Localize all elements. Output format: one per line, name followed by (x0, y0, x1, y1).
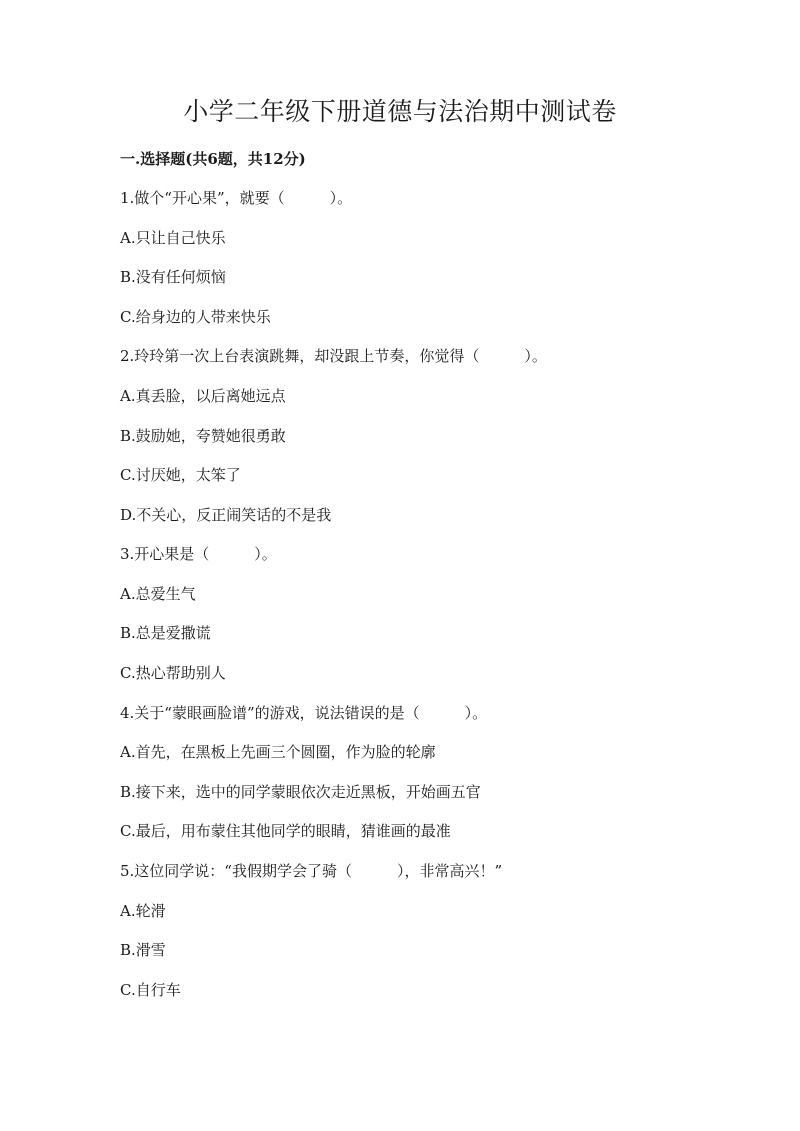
question-4-option-b: B.接下来，选中的同学蒙眼依次走近黑板，开始画五官 (120, 783, 481, 801)
question-1-stem: 1.做个“开心果”，就要（ ）。 (120, 189, 353, 207)
question-3-option-a: A.总爱生气 (120, 585, 196, 603)
question-2-option-b: B.鼓励她，夸赞她很勇敢 (120, 427, 286, 445)
question-5-option-c: C.自行车 (120, 981, 181, 999)
question-5-option-b: B.滑雪 (120, 941, 166, 959)
section-heading: 一.选择题(共6题，共12分) (120, 150, 306, 168)
question-2-stem: 2.玲玲第一次上台表演跳舞，却没跟上节奏，你觉得（ ）。 (120, 347, 547, 365)
question-2-option-d: D.不关心，反正闹笑话的不是我 (120, 506, 332, 524)
question-3-option-c: C.热心帮助别人 (120, 664, 226, 682)
question-3-stem: 3.开心果是（ ）。 (120, 545, 277, 563)
question-2-option-a: A.真丢脸，以后离她远点 (120, 387, 286, 405)
question-1-option-a: A.只让自己快乐 (120, 229, 226, 247)
question-5-option-a: A.轮滑 (120, 902, 166, 920)
question-3-option-b: B.总是爱撒谎 (120, 624, 211, 642)
page-title: 小学二年级下册道德与法治期中测试卷 (183, 97, 617, 126)
question-1-option-c: C.给身边的人带来快乐 (120, 308, 271, 326)
question-5-stem: 5.这位同学说：“我假期学会了骑（ ），非常高兴！” (120, 862, 503, 880)
question-2-option-c: C.讨厌她，太笨了 (120, 466, 241, 484)
question-1-option-b: B.没有任何烦恼 (120, 268, 226, 286)
question-4-stem: 4.关于“蒙眼画脸谱”的游戏，说法错误的是（ ）。 (120, 704, 488, 722)
question-4-option-a: A.首先，在黑板上先画三个圆圈，作为脸的轮廓 (120, 743, 436, 761)
question-4-option-c: C.最后，用布蒙住其他同学的眼睛，猜谁画的最准 (120, 822, 451, 840)
